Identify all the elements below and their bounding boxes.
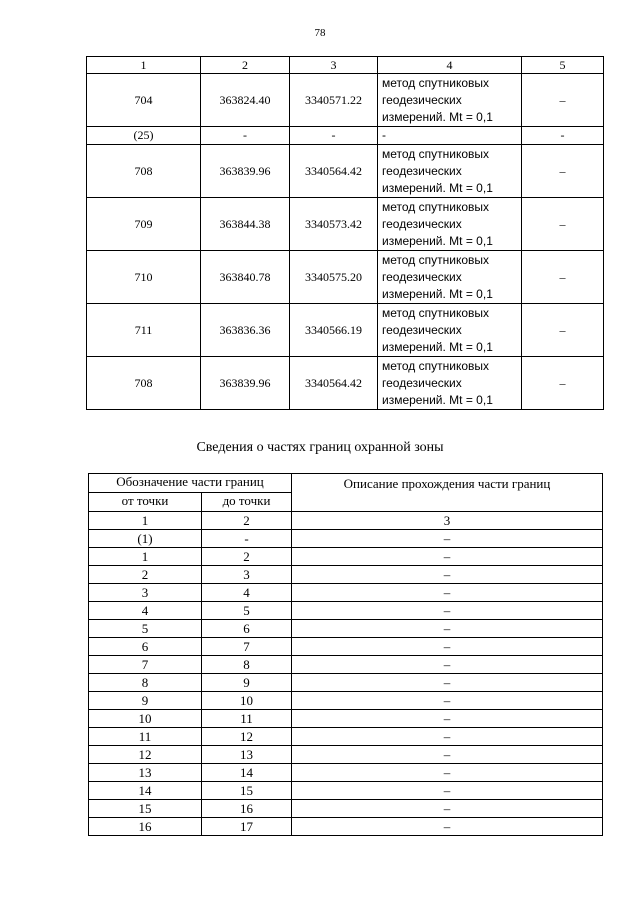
method-line: геодезических xyxy=(382,92,462,107)
y-coordinate-cell: 3340571.22 xyxy=(290,74,378,127)
column-header: 4 xyxy=(378,57,522,74)
from-point-cell: 5 xyxy=(89,620,202,638)
from-point-cell: 10 xyxy=(89,710,202,728)
to-point-cell: - xyxy=(202,530,292,548)
column-number: 1 xyxy=(89,512,202,530)
table-row xyxy=(89,746,603,764)
from-point-cell: (1) xyxy=(89,530,202,548)
to-point-cell: 2 xyxy=(202,548,292,566)
description-cell: – xyxy=(292,818,603,836)
table-row xyxy=(89,584,603,602)
table-row xyxy=(89,620,603,638)
header-description: Описание прохождения части границ xyxy=(292,474,603,512)
description-cell: – xyxy=(292,566,603,584)
point-cell: 704 xyxy=(87,74,201,127)
to-point-cell: 5 xyxy=(202,602,292,620)
y-coordinate-cell: 3340575.20 xyxy=(290,251,378,304)
column-5-cell: – xyxy=(522,198,604,251)
method-line: метод спутниковых xyxy=(382,146,490,161)
method-line: метод спутниковых xyxy=(382,199,490,214)
from-point-cell: 3 xyxy=(89,584,202,602)
table-row xyxy=(87,198,604,251)
column-header: 5 xyxy=(522,57,604,74)
column-header: 1 xyxy=(87,57,201,74)
description-cell: – xyxy=(292,548,603,566)
y-coordinate-cell: 3340573.42 xyxy=(290,198,378,251)
method-cell xyxy=(378,304,522,357)
column-number: 2 xyxy=(202,512,292,530)
y-coordinate-cell: 3340564.42 xyxy=(290,357,378,410)
method-line: геодезических xyxy=(382,269,462,284)
from-point-cell: 15 xyxy=(89,800,202,818)
x-coordinate-cell: 363836.36 xyxy=(201,304,290,357)
description-cell: – xyxy=(292,620,603,638)
method-line: метод спутниковых xyxy=(382,252,490,267)
description-cell: – xyxy=(292,746,603,764)
x-coordinate-cell: 363839.96 xyxy=(201,145,290,198)
table-row xyxy=(89,710,603,728)
from-point-cell: 2 xyxy=(89,566,202,584)
table-row xyxy=(89,548,603,566)
description-cell: – xyxy=(292,656,603,674)
to-point-cell: 9 xyxy=(202,674,292,692)
method-line: метод спутниковых xyxy=(382,75,490,90)
table-row xyxy=(89,692,603,710)
x-coordinate-cell: - xyxy=(201,127,290,145)
method-line: геодезических xyxy=(382,163,462,178)
to-point-cell: 11 xyxy=(202,710,292,728)
to-point-cell: 3 xyxy=(202,566,292,584)
table-row xyxy=(89,674,603,692)
x-coordinate-cell: 363839.96 xyxy=(201,357,290,410)
to-point-cell: 14 xyxy=(202,764,292,782)
from-point-cell: 8 xyxy=(89,674,202,692)
description-cell: – xyxy=(292,800,603,818)
method-cell xyxy=(378,198,522,251)
from-point-cell: 13 xyxy=(89,764,202,782)
column-header: 2 xyxy=(201,57,290,74)
header-to-point: до точки xyxy=(202,493,292,512)
method-line: измерений. Mt = 0,1 xyxy=(382,233,493,248)
method-line: геодезических xyxy=(382,375,462,390)
point-cell: (25) xyxy=(87,127,201,145)
point-cell: 708 xyxy=(87,145,201,198)
to-point-cell: 17 xyxy=(202,818,292,836)
point-cell: 710 xyxy=(87,251,201,304)
column-number: 3 xyxy=(292,512,603,530)
table-row xyxy=(89,638,603,656)
table-row xyxy=(87,304,604,357)
method-line: метод спутниковых xyxy=(382,358,490,373)
table-row xyxy=(89,782,603,800)
point-cell: 711 xyxy=(87,304,201,357)
header-from-point: от точки xyxy=(89,493,202,512)
method-line: измерений. Mt = 0,1 xyxy=(382,180,493,195)
from-point-cell: 12 xyxy=(89,746,202,764)
table-row xyxy=(87,145,604,198)
page-number: 78 xyxy=(314,27,326,39)
table-row xyxy=(89,764,603,782)
from-point-cell: 1 xyxy=(89,548,202,566)
table-row xyxy=(89,602,603,620)
header-designation: Обозначение части границ xyxy=(89,474,292,493)
table-row xyxy=(89,818,603,836)
method-line: измерений. Mt = 0,1 xyxy=(382,339,493,354)
from-point-cell: 14 xyxy=(89,782,202,800)
table-row xyxy=(87,74,604,127)
table-row xyxy=(87,357,604,410)
description-cell: – xyxy=(292,602,603,620)
x-coordinate-cell: 363824.40 xyxy=(201,74,290,127)
from-point-cell: 4 xyxy=(89,602,202,620)
method-cell xyxy=(378,357,522,410)
method-line: - xyxy=(382,128,386,142)
table-row xyxy=(87,127,604,145)
to-point-cell: 4 xyxy=(202,584,292,602)
to-point-cell: 16 xyxy=(202,800,292,818)
to-point-cell: 13 xyxy=(202,746,292,764)
from-point-cell: 9 xyxy=(89,692,202,710)
column-5-cell: – xyxy=(522,304,604,357)
description-cell: – xyxy=(292,638,603,656)
method-line: метод спутниковых xyxy=(382,305,490,320)
from-point-cell: 11 xyxy=(89,728,202,746)
description-cell: – xyxy=(292,782,603,800)
description-cell: – xyxy=(292,728,603,746)
description-cell: – xyxy=(292,710,603,728)
method-line: измерений. Mt = 0,1 xyxy=(382,109,493,124)
table-row xyxy=(89,566,603,584)
column-5-cell: – xyxy=(522,251,604,304)
table-row xyxy=(89,656,603,674)
coordinates-table xyxy=(86,56,604,410)
column-5-cell: – xyxy=(522,357,604,410)
description-cell: – xyxy=(292,674,603,692)
to-point-cell: 7 xyxy=(202,638,292,656)
column-5-cell: – xyxy=(522,74,604,127)
method-cell xyxy=(378,251,522,304)
to-point-cell: 8 xyxy=(202,656,292,674)
method-cell xyxy=(378,74,522,127)
description-cell: – xyxy=(292,530,603,548)
to-point-cell: 6 xyxy=(202,620,292,638)
y-coordinate-cell: 3340564.42 xyxy=(290,145,378,198)
method-line: геодезических xyxy=(382,322,462,337)
description-cell: – xyxy=(292,584,603,602)
table-row xyxy=(89,728,603,746)
boundary-parts-table xyxy=(88,473,603,836)
method-line: геодезических xyxy=(382,216,462,231)
description-cell: – xyxy=(292,764,603,782)
section-title: Сведения о частях границ охранной зоны xyxy=(196,440,444,455)
column-5-cell: – xyxy=(522,145,604,198)
column-header: 3 xyxy=(290,57,378,74)
to-point-cell: 15 xyxy=(202,782,292,800)
from-point-cell: 6 xyxy=(89,638,202,656)
method-cell xyxy=(378,127,522,145)
point-cell: 708 xyxy=(87,357,201,410)
method-line: измерений. Mt = 0,1 xyxy=(382,392,493,407)
from-point-cell: 7 xyxy=(89,656,202,674)
point-cell: 709 xyxy=(87,198,201,251)
x-coordinate-cell: 363840.78 xyxy=(201,251,290,304)
to-point-cell: 10 xyxy=(202,692,292,710)
y-coordinate-cell: - xyxy=(290,127,378,145)
table-row xyxy=(89,530,603,548)
table-row xyxy=(87,251,604,304)
description-cell: – xyxy=(292,692,603,710)
table-row xyxy=(89,800,603,818)
method-cell xyxy=(378,145,522,198)
from-point-cell: 16 xyxy=(89,818,202,836)
to-point-cell: 12 xyxy=(202,728,292,746)
column-5-cell: - xyxy=(522,127,604,145)
y-coordinate-cell: 3340566.19 xyxy=(290,304,378,357)
x-coordinate-cell: 363844.38 xyxy=(201,198,290,251)
method-line: измерений. Mt = 0,1 xyxy=(382,286,493,301)
